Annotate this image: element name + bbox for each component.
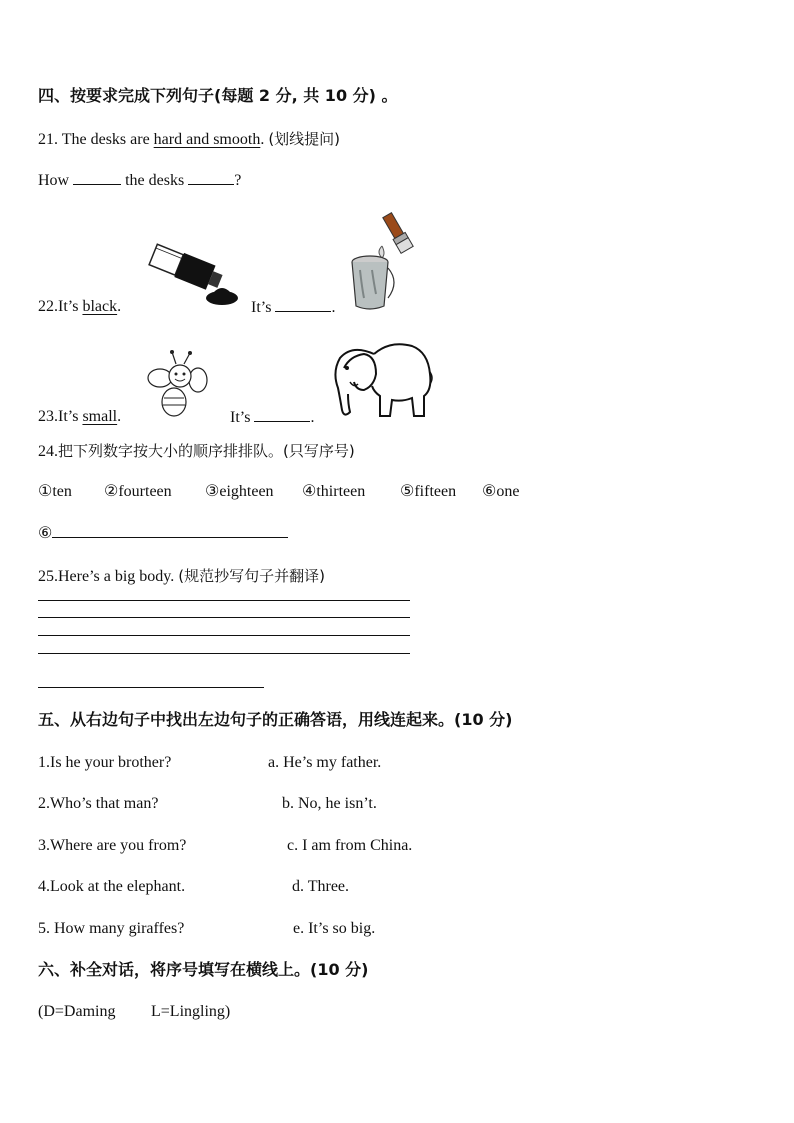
q22-line xyxy=(38,297,121,317)
q25-line xyxy=(38,566,325,587)
q24-option-1: ①ten xyxy=(38,483,72,500)
q21-answer-desks: the desks xyxy=(121,172,189,189)
q21-blank-1[interactable] xyxy=(73,170,121,185)
s5-left-1: 1.Is he your brother? xyxy=(38,754,172,771)
q21-number: 21 xyxy=(38,131,54,148)
s5-left-4: 4.Look at the elephant. xyxy=(38,878,186,895)
q22-underlined: black xyxy=(82,298,118,315)
q21-blank-2[interactable] xyxy=(188,170,234,185)
s5-right-a: a. He’s my father. xyxy=(268,754,382,771)
section6-heading: 六、补全对话，将序号填写在横线上。(10 分) xyxy=(38,960,369,979)
q24-option-5: ⑤fifteen xyxy=(400,483,457,500)
q21-underlined: hard and smooth xyxy=(153,131,261,148)
q21-answer-q: ? xyxy=(234,172,242,189)
q23-blank[interactable] xyxy=(254,407,310,422)
q21-line xyxy=(38,129,340,150)
q24-option-4: ④thirteen xyxy=(302,483,366,500)
q23-answer-text: It’s xyxy=(230,409,255,426)
q23-prefix: 23.It’s xyxy=(38,408,83,425)
q24-answer-prefix: ⑥ xyxy=(38,525,53,542)
q24-answer-line xyxy=(38,523,288,544)
q25-note: (规范抄写句子并翻译) xyxy=(178,567,325,585)
q22-dot: . xyxy=(117,298,122,315)
q24-option-6: ⑥one xyxy=(482,483,520,500)
q21-answer-line xyxy=(38,170,241,191)
bee-icon xyxy=(146,350,208,420)
s5-right-c: c. I am from China. xyxy=(287,837,413,854)
s5-left-3: 3.Where are you from? xyxy=(38,837,187,854)
q25-writing-line-4[interactable] xyxy=(38,653,410,654)
q22-answer xyxy=(251,297,335,318)
q21-answer-how: How xyxy=(38,172,74,189)
q25-writing-line-5[interactable] xyxy=(38,687,264,688)
section5-heading: 五、从右边句子中找出左边句子的正确答语，用线连起来。(10 分) xyxy=(38,710,513,729)
paint-bucket-icon xyxy=(346,210,428,316)
elephant-icon xyxy=(330,332,434,422)
s5-right-b: b. No, he isn’t. xyxy=(282,795,377,812)
q21-text: . The desks are xyxy=(54,131,154,148)
q24-line xyxy=(38,441,355,462)
paint-tube-icon xyxy=(144,240,240,312)
q24-option-2: ②fourteen xyxy=(104,483,172,500)
q25-writing-line-2[interactable] xyxy=(38,617,410,618)
q23-dot: . xyxy=(117,408,122,425)
s5-left-5: 5. How many giraffes? xyxy=(38,920,185,937)
s5-left-2: 2.Who’s that man? xyxy=(38,795,159,812)
q24-number: 24. xyxy=(38,443,58,460)
q25-sentence: 25.Here’s a big body. xyxy=(38,568,179,585)
q24-option-3: ③eighteen xyxy=(205,483,274,500)
q22-answer-end: . xyxy=(331,299,336,316)
q22-prefix: 22.It’s xyxy=(38,298,83,315)
q22-blank[interactable] xyxy=(275,297,331,312)
s5-right-d: d. Three. xyxy=(292,878,350,895)
q22-answer-text: It’s xyxy=(251,299,276,316)
section4-heading: 四、按要求完成下列句子(每题 2 分, 共 10 分) 。 xyxy=(38,86,398,105)
q23-line xyxy=(38,407,121,427)
q24-instruction: 把下列数字按大小的顺序排排队。(只写序号) xyxy=(58,442,355,460)
q23-answer-end: . xyxy=(310,409,315,426)
q25-writing-line-3[interactable] xyxy=(38,635,410,636)
q24-blank[interactable] xyxy=(52,523,288,538)
q23-underlined: small xyxy=(82,408,118,425)
q21-note: (划线提问) xyxy=(268,130,341,148)
s6-legend-daming: (D=Daming xyxy=(38,1003,116,1020)
q23-answer xyxy=(230,407,314,428)
q25-writing-line-1[interactable] xyxy=(38,600,410,601)
s5-right-e: e. It’s so big. xyxy=(293,920,376,937)
s6-legend-lingling: L=Lingling) xyxy=(151,1003,231,1020)
q21-period: . xyxy=(260,131,269,148)
